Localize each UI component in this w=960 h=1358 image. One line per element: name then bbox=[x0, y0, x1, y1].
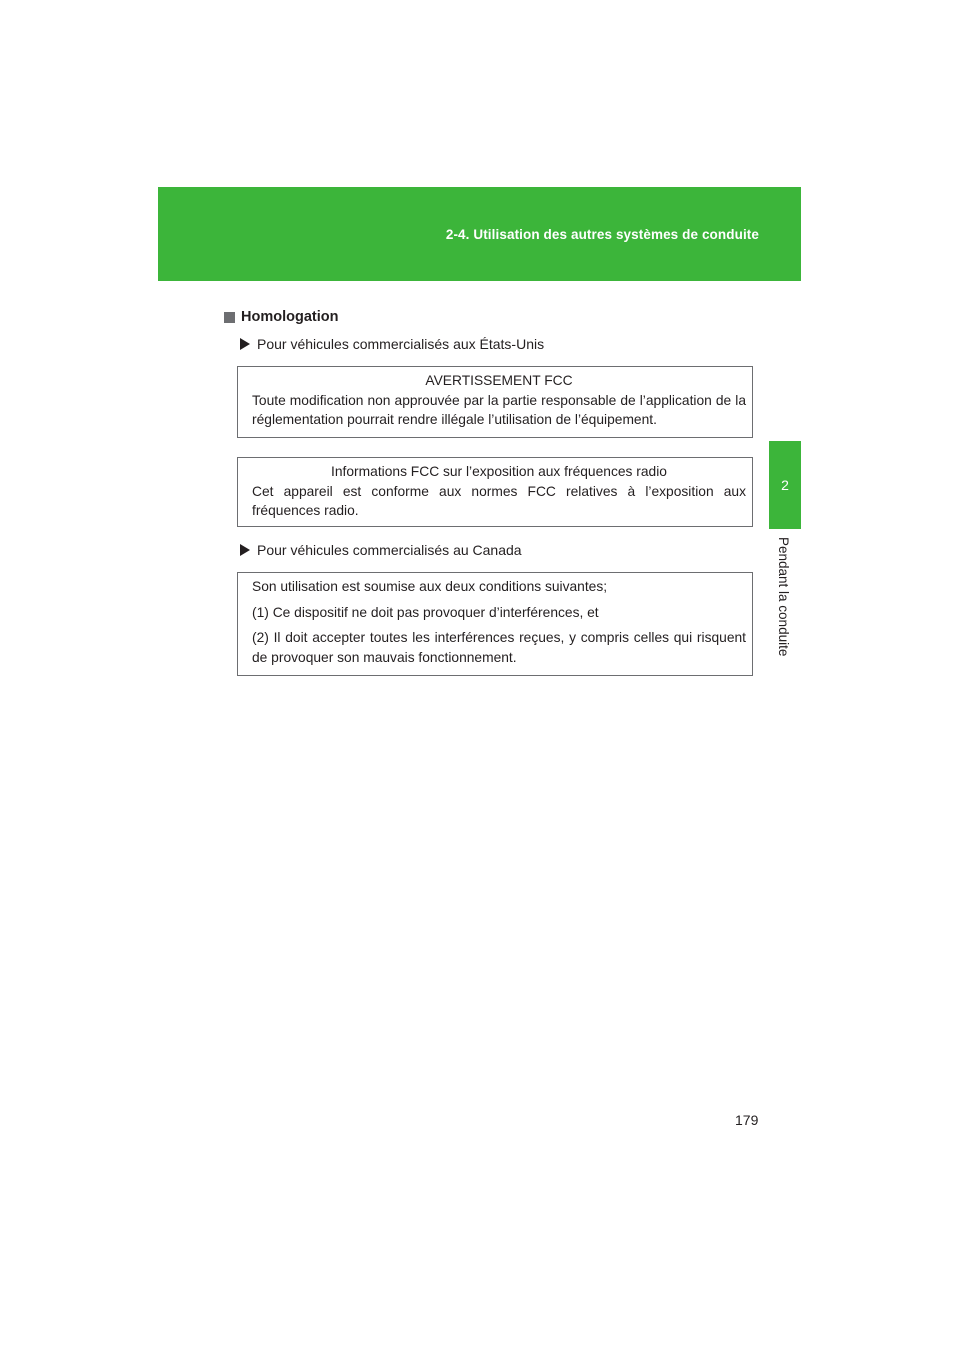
fcc-rf-title: Informations FCC sur l’exposition aux fréquences radio bbox=[331, 464, 667, 479]
canada-line-3: (2) Il doit accepter toutes les interférences reçues, y compris celles qui risquent de provoquer son mauvais fonctionnement. bbox=[252, 630, 746, 665]
canada-subheading bbox=[240, 542, 522, 558]
chapter-side-label: Pendant la conduite bbox=[776, 537, 791, 657]
canada-subheading-text: Pour véhicules commercialisés au Canada bbox=[257, 542, 522, 558]
chapter-header-band bbox=[158, 187, 801, 281]
square-bullet-icon bbox=[224, 312, 235, 323]
chapter-number-tab bbox=[769, 441, 801, 529]
heading-text: Homologation bbox=[241, 309, 339, 325]
section-heading bbox=[224, 309, 338, 325]
fcc-rf-box bbox=[237, 457, 753, 527]
triangle-right-icon bbox=[240, 544, 250, 556]
usa-subheading-text: Pour véhicules commercialisés aux États-Unis bbox=[257, 336, 545, 352]
fcc-warning-box bbox=[237, 366, 753, 438]
triangle-right-icon bbox=[240, 338, 250, 350]
canada-line-1: Son utilisation est soumise aux deux conditions suivantes; bbox=[252, 579, 608, 594]
usa-subheading bbox=[240, 336, 544, 352]
fcc-warning-text: Toute modification non approuvée par la partie responsable de l’application de la réglementation pourrait rendre illégale l’utilisation de l’équipement. bbox=[252, 392, 746, 427]
section-title: 2-4. Utilisation des autres systèmes de conduite bbox=[445, 227, 759, 242]
canada-line-2: (1) Ce dispositif ne doit pas provoquer d’interférences, et bbox=[252, 604, 599, 620]
canada-conditions-box bbox=[237, 572, 753, 676]
chapter-number: 2 bbox=[781, 477, 789, 493]
fcc-rf-text: Cet appareil est conforme aux normes FCC relatives à l’exposition aux fréquences radio. bbox=[252, 483, 746, 518]
page-number: 179 bbox=[735, 1112, 759, 1128]
fcc-warning-title: AVERTISSEMENT FCC bbox=[425, 373, 573, 388]
